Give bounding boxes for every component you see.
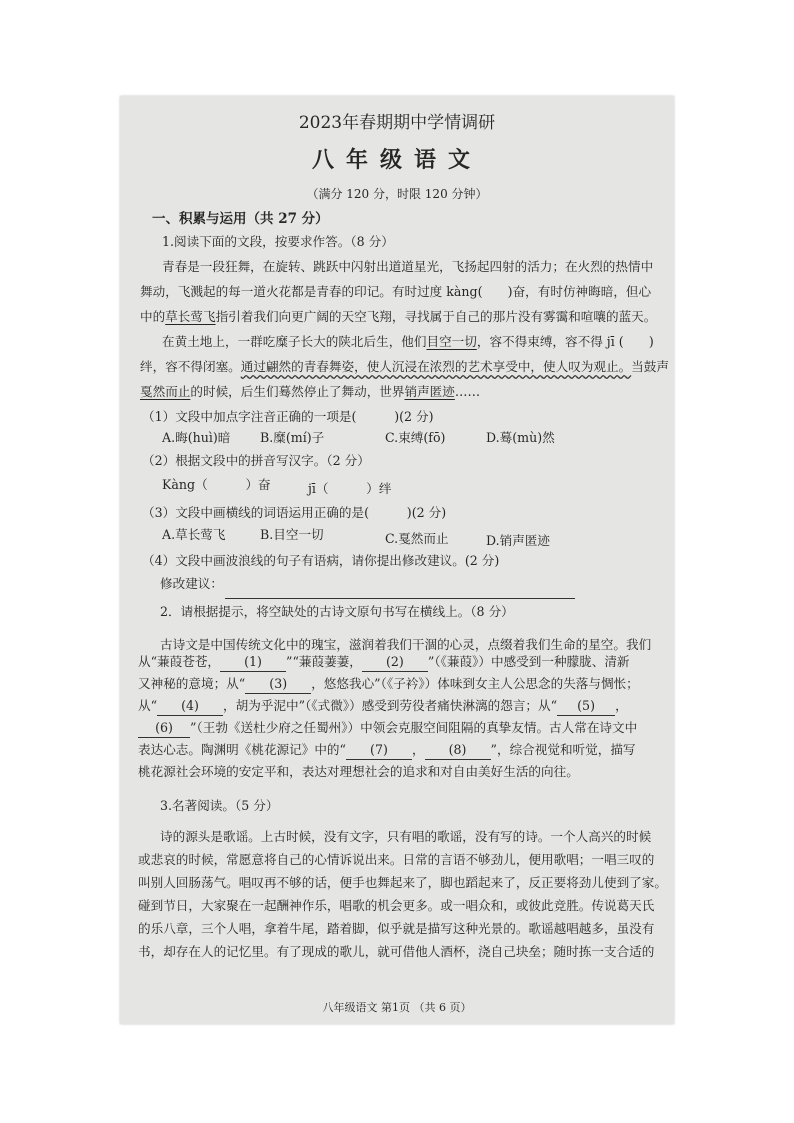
blank-8[interactable]: (8) bbox=[425, 741, 491, 760]
q2-line-6 bbox=[138, 741, 636, 760]
q1-passage-line-6 bbox=[140, 383, 480, 401]
blank-2[interactable]: (2) bbox=[362, 653, 428, 672]
exam-title: 2023年春期期中学情调研 bbox=[298, 113, 496, 133]
q1-sub1-stem: （1）文段中加点字注音正确的一项是( )(2 分) bbox=[142, 409, 434, 424]
q1-passage-line-5 bbox=[140, 358, 669, 376]
blank-6[interactable]: (6) bbox=[138, 719, 190, 738]
page-footer: 八年级语文 第1页 （共 6 页） bbox=[322, 1001, 472, 1014]
text: 中的 bbox=[140, 309, 166, 324]
q3-line-3: 叫别人回肠荡气。唱叹再不够的话，便手也舞起来了，脚也蹈起来了，反正要将劲儿使到了家。 bbox=[138, 875, 667, 890]
q1-sub1-option-d bbox=[486, 429, 555, 447]
text: ， bbox=[411, 742, 425, 757]
text: ，容不得束缚，容不得 jī ( ) bbox=[476, 334, 654, 349]
q1-sub3-option-d: D.销声匿迹 bbox=[486, 533, 551, 548]
q2-line-2 bbox=[138, 653, 630, 672]
q2-line-4 bbox=[138, 697, 628, 716]
underlined-phrase: 目空一切 bbox=[426, 334, 477, 349]
pinyin: mí bbox=[290, 430, 307, 445]
text: ， bbox=[615, 698, 628, 713]
q1-sub3-option-a: A.草长莺飞 bbox=[162, 527, 226, 542]
q3-line-4: 碰到节日，大家聚在一起酬神作乐，唱歌的机会更多。或一唱众和，或彼此竞胜。传说葛天氏 bbox=[138, 898, 655, 913]
q2-line-7: 桃花源社会环境的安定平和，表达对理想社会的追求和对自由美好生活的向往。 bbox=[138, 764, 579, 779]
section-heading: 一、积累与运用（共 27 分） bbox=[152, 211, 329, 227]
blank-1[interactable]: (1) bbox=[220, 653, 286, 672]
q1-sub3-option-b: B.目空一切 bbox=[260, 527, 324, 542]
text: ”（王勃《送杜少府之任蜀州》）中领会克服空间阻隔的真挚友情。古人常在诗文中 bbox=[190, 720, 638, 735]
text: C.束缚( bbox=[385, 430, 429, 445]
text: 表达心志。陶渊明《桃花源记》中的“ bbox=[138, 742, 346, 757]
suggestion-answer-line[interactable] bbox=[225, 598, 575, 599]
q3-line-5: 的乐八章，三个人唱，拿着牛尾，踏着脚，似乎就是描写这种光景的。歌谣越唱越多，虽没有 bbox=[138, 921, 655, 936]
text: ，胡为乎泥中”（《式微》）感受到劳役者痛快淋漓的怨言；从“ bbox=[223, 698, 558, 713]
underlined-phrase: 销声匿迹 bbox=[404, 384, 455, 399]
q1-sub1-option-a bbox=[162, 429, 230, 447]
pinyin: mù bbox=[517, 430, 538, 445]
text: 的时候，后生们蓦然停止了舞动，世界 bbox=[190, 384, 405, 399]
blank-4[interactable]: (4) bbox=[157, 697, 223, 716]
q1-sub2-item-1: Kàng（ ）奋 bbox=[162, 477, 271, 492]
underlined-phrase: 草长莺飞 bbox=[165, 309, 216, 324]
q1-sub1-option-c bbox=[385, 429, 445, 447]
q1-sub2-item-2: jī（ ）绊 bbox=[308, 481, 392, 496]
text: ，悠悠我心”（《子衿》）体味到女主人公思念的失落与惆怅； bbox=[311, 676, 639, 691]
q1-sub1-option-b bbox=[260, 429, 324, 447]
q3-intro: 3.名著阅读。（5 分） bbox=[160, 798, 279, 813]
q1-passage-line-3 bbox=[140, 308, 656, 326]
q2-line-1: 古诗文是中国传统文化中的瑰宝，滋润着我们干涸的心灵，点缀着我们生命的星空。我们 bbox=[160, 637, 652, 652]
q1-sub4-stem: （4）文段中画波浪线的句子有语病，请你提出修改建议。(2 分) bbox=[142, 553, 500, 568]
subject-title: 八年级语文 bbox=[311, 147, 482, 173]
q3-line-2: 或悲哀的时候，常愿意将自己的心情诉说出来。日常的言语不够劲儿，便用歌唱；一唱三叹的 bbox=[138, 852, 655, 867]
q3-line-1: 诗的源头是歌谣。上古时候，没有文字，只有唱的歌谣，没有写的诗。一个人高兴的时候 bbox=[160, 829, 652, 844]
text: ”，综合视觉和听觉，描写 bbox=[490, 742, 636, 757]
text: 在黄土地上，一群吃糜子长大的陕北后生，他们 bbox=[162, 334, 427, 349]
text: ”（《蒹葭》）中感受到一种朦胧、清新 bbox=[427, 654, 630, 669]
text: ) bbox=[440, 430, 446, 445]
exam-page bbox=[120, 96, 674, 1024]
q2-intro: 2．请根据提示，将空缺处的古诗文原句书写在横线上。（8 分） bbox=[160, 604, 514, 619]
suggestion-label: 修改建议： bbox=[160, 576, 223, 591]
text: ”“蒹葭萋萋， bbox=[286, 654, 362, 669]
text: B.糜( bbox=[260, 430, 291, 445]
score-time-note: （满分 120 分，时限 120 分钟） bbox=[306, 187, 488, 201]
q1-intro: 1.阅读下面的文段，按要求作答。（8 分） bbox=[162, 234, 394, 249]
underlined-phrase: 戛然而止 bbox=[140, 384, 191, 399]
text: 指引着我们向更广阔的天空飞翔，寻找属于自己的那片没有雾霭和喧嚷的蓝天。 bbox=[215, 309, 657, 324]
blank-5[interactable]: (5) bbox=[557, 697, 615, 716]
text: 当鼓声 bbox=[631, 359, 669, 374]
q1-sub3-option-c: C.戛然而止 bbox=[385, 531, 449, 546]
blank-7[interactable]: (7) bbox=[346, 741, 412, 760]
pinyin: fō bbox=[428, 430, 441, 445]
q2-line-5 bbox=[138, 719, 637, 738]
q3-line-6: 书，却存在人的记忆里。有了现成的歌儿，就可借他人酒杯，浇自己块垒；随时拣一支合适的 bbox=[138, 944, 655, 959]
text: )然 bbox=[537, 430, 555, 445]
text: D.蓦( bbox=[486, 430, 518, 445]
text: )子 bbox=[306, 430, 325, 445]
q2-line-3 bbox=[138, 675, 639, 694]
pinyin: huì bbox=[192, 430, 213, 445]
text: 绊，容不得闭塞。 bbox=[140, 359, 241, 374]
q1-passage-line-1: 青春是一段狂舞，在旋转、跳跃中闪射出道道星光，飞扬起四射的活力；在火烈的热情中 bbox=[162, 259, 654, 274]
text: A.晦( bbox=[162, 430, 193, 445]
q1-sub2-stem: （2）根据文段中的拼音写汉字。（2 分） bbox=[142, 453, 370, 468]
q1-passage-line-4 bbox=[162, 333, 654, 351]
text: 从“蒹葭苍苍， bbox=[138, 654, 221, 669]
text: 从“ bbox=[138, 698, 158, 713]
text: …… bbox=[454, 384, 481, 399]
blank-3[interactable]: (3) bbox=[245, 675, 311, 694]
text: )暗 bbox=[212, 430, 231, 445]
q1-passage-line-2: 舞动，飞溅起的每一道火花都是青春的印记。有时过度 kàng( )奋，有时仿神晦暗，但心 bbox=[140, 284, 652, 299]
q1-sub3-stem: （3）文段中画横线的词语运用正确的是( )(2 分) bbox=[142, 505, 447, 520]
wavy-sentence: 通过翩然的青春舞姿，使人沉浸在浓烈的艺术享受中，使人叹为观止。 bbox=[240, 359, 632, 374]
text: 又神秘的意境；从“ bbox=[138, 676, 246, 691]
